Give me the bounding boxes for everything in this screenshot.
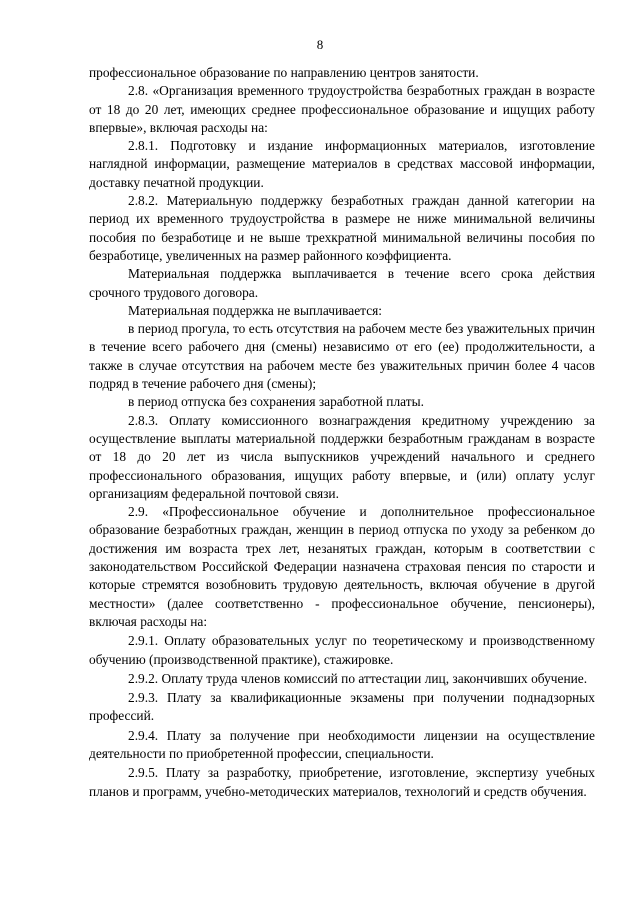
paragraph-2-8-2: 2.8.2. Материальную поддержку безработных граждан данной категории на период их временного трудоустройства в размере не ниже минимальной величины пособия по безработице и не выше трехкратной минимальной величины пособия по безработице, увеличенных на размер районного коэффициента. — [89, 193, 595, 263]
paragraph-2-9-1: 2.9.1. Оплату образовательных услуг по теоретическому и производственному обучению (производственной практике), стажировке. — [89, 633, 595, 667]
paragraph-continuation: профессиональное образование по направлению центров занятости. — [89, 65, 479, 80]
paragraph-2-9: 2.9. «Профессиональное обучение и дополнительное профессиональное образование безработных граждан, женщин в период отпуска по уходу за ребенком до достижения им возраста трех лет, незанятых граждан, которым в соответствии с законодательством Российской Федерации назначена страховая пенсия по старости и которые стремятся возобновить трудовую деятельность, включая обучение в другой местности» (далее соответственно - профессиональное обучение, пенсионеры), включая расходы на: — [89, 504, 595, 629]
paragraph-2-9-2: 2.9.2. Оплату труда членов комиссий по аттестации лиц, закончивших обучение. — [128, 670, 588, 686]
paragraph-2-9-3: 2.9.3. Плату за квалификационные экзамены при получении поднадзорных профессий. — [89, 690, 595, 724]
document-body — [89, 64, 595, 801]
paragraph-2-9-5: 2.9.5. Плату за разработку, приобретение, изготовление, экспертизу учебных планов и программ, учебно-методических материалов, технологий и средств обучения. — [89, 765, 595, 799]
paragraph-2-8-3: 2.8.3. Оплату комиссионного вознаграждения кредитному учреждению за осуществление выплаты материальной поддержки безработным гражданам в возрасте от 18 до 20 лет из числа выпускников учреждений начального и среднего профессионального образования, ищущих работу впервые, и (или) оплату услуг организациям федеральной почтовой связи. — [89, 412, 595, 501]
paragraph-absence: в период прогула, то есть отсутствия на рабочем месте без уважительных причин в течение всего рабочего дня (смены) независимо от его (ее) продолжительности, а также в случае отсутствия на рабочем месте без уважительных причин более 4 часов подряд в течение рабочего дня (смены); — [89, 321, 595, 392]
page-number: 8 — [316, 37, 324, 52]
paragraph-unpaid-leave: в период отпуска без сохранения заработной платы. — [128, 394, 424, 410]
paragraph-2-8: 2.8. «Организация временного трудоустройства безработных граждан в возрасте от 18 до 20 лет, имеющих среднее профессиональное образование и ищущих работу впервые», включая расходы на: — [89, 83, 595, 135]
paragraph-2-8-1: 2.8.1. Подготовку и издание информационных материалов, изготовление наглядной информации, размещение материалов в средствах массовой информации, доставку печатной продукции. — [89, 138, 595, 190]
paragraph-2-9-4: 2.9.4. Плату за получение при необходимости лицензии на осуществление деятельности по приобретенной профессии, специальности. — [89, 727, 595, 761]
paragraph-support-paid: Материальная поддержка выплачивается в течение всего срока действия срочного трудового договора. — [89, 266, 595, 300]
paragraph-support-not-paid: Материальная поддержка не выплачивается: — [128, 302, 383, 318]
